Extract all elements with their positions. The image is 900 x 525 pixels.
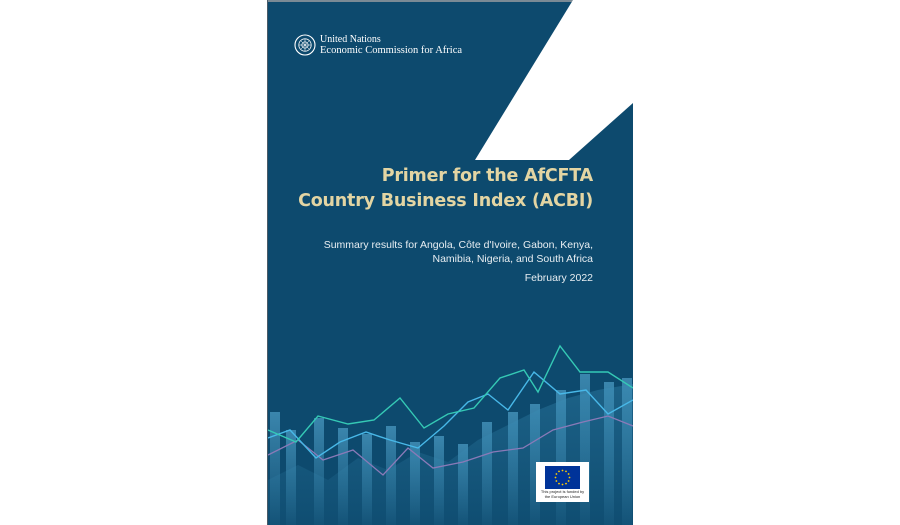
report-title-line2: Country Business Index (ACBI) <box>298 191 593 211</box>
report-cover <box>267 0 633 525</box>
organization-line1: United Nations <box>320 34 381 45</box>
organization-name <box>320 34 462 56</box>
un-emblem-icon <box>294 34 316 56</box>
report-title <box>298 164 593 214</box>
eu-flag-icon <box>545 466 580 489</box>
organization-line2: Economic Commission for Africa <box>320 45 463 56</box>
publication-date: February 2022 <box>524 272 593 284</box>
eu-funding-badge <box>536 462 589 502</box>
decorative-white-shape <box>268 0 633 160</box>
report-title-line1: Primer for the AfCFTA <box>381 166 593 186</box>
eu-funding-caption-line2: the European Union <box>544 493 581 499</box>
eu-funding-caption-line1: This project is funded by <box>540 489 585 494</box>
report-subtitle-line2: Namibia, Nigeria, and South Africa <box>432 253 593 265</box>
report-subtitle <box>293 238 593 266</box>
eu-funding-caption <box>536 490 589 499</box>
report-subtitle-line1: Summary results for Angola, Côte d'Ivoire, Gabon, Kenya, <box>323 239 593 251</box>
